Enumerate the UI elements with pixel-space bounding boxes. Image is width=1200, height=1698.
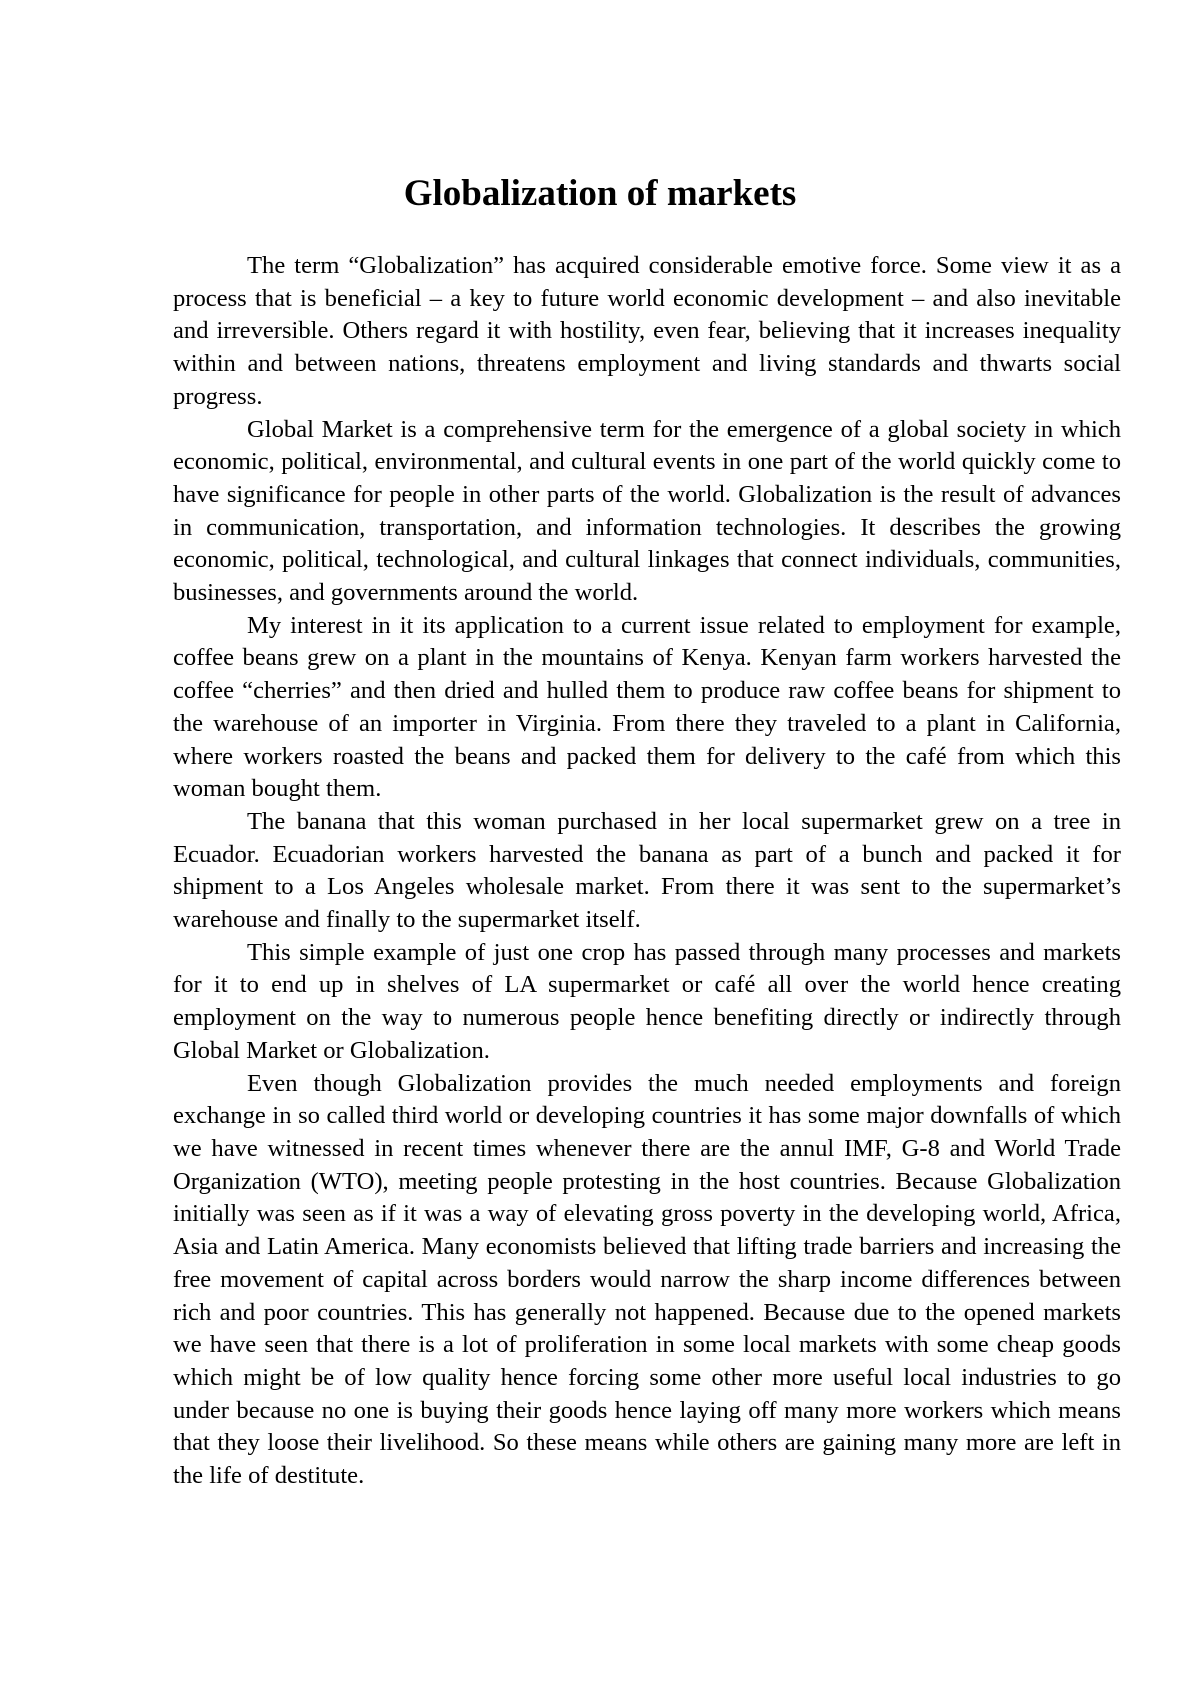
paragraph: The banana that this woman purchased in her local supermarket grew on a tree in Ecuador. Ecuadorian workers harvested the banana as part of a bunch and packed it for shipment to a Los Angeles wholesale market. From there it was sent to the supermarket’s warehouse and finally to the supermarket itself. xyxy=(173,807,1121,934)
paragraph: The term “Globalization” has acquired considerable emotive force. Some view it as a process that is beneficial – a key to future world economic development – and also inevitable and irreversible. Others regard it with hostility, even fear, believing that it increases inequality within and between nations, threatens employment and living standards and thwarts social progress. xyxy=(173,252,1121,410)
paragraph: Global Market is a comprehensive term for the emergence of a global society in which economic, political, environmental, and cultural events in one part of the world quickly come to have significance for people in other parts of the world. Globalization is the result of advances in communication, transportation, and information technologies. It describes the growing economic, political, technological, and cultural linkages that connect individuals, communities, businesses, and governments around the world. xyxy=(173,415,1121,607)
document-title: Globalization of markets xyxy=(403,173,797,214)
document-body xyxy=(173,250,1121,1493)
paragraph: My interest in it its application to a current issue related to employment for example, coffee beans grew on a plant in the mountains of Kenya. Kenyan farm workers harvested the coffee “cherries” and then dried and hulled them to produce raw coffee beans for shipment to the warehouse of an importer in Virginia. From there they traveled to a plant in California, where workers roasted the beans and packed them for delivery to the café from which this woman bought them. xyxy=(173,611,1121,803)
paragraph: Even though Globalization provides the much needed employments and foreign exchange in so called third world or developing countries it has some major downfalls of which we have witnessed in recent times whenever there are the annul IMF, G-8 and World Trade Organization (WTO), meeting people protesting in the host countries. Because Globalization initially was seen as if it was a way of elevating gross poverty in the developing world, Africa, Asia and Latin America. Many economists believed that lifting trade barriers and increasing the free movement of capital across borders would narrow the sharp income differences between rich and poor countries. This has generally not happened. Because due to the opened markets we have seen that there is a lot of proliferation in some local markets with some cheap goods which might be of low quality hence forcing some other more useful local industries to go under because no one is buying their goods hence laying off many more workers which means that they loose their livelihood. So these means while others are gaining many more are left in the life of destitute. xyxy=(173,1069,1121,1490)
paragraph: This simple example of just one crop has passed through many processes and markets for it to end up in shelves of LA supermarket or café all over the world hence creating employment on the way to numerous people hence benefiting directly or indirectly through Global Market or Globalization. xyxy=(173,938,1121,1064)
